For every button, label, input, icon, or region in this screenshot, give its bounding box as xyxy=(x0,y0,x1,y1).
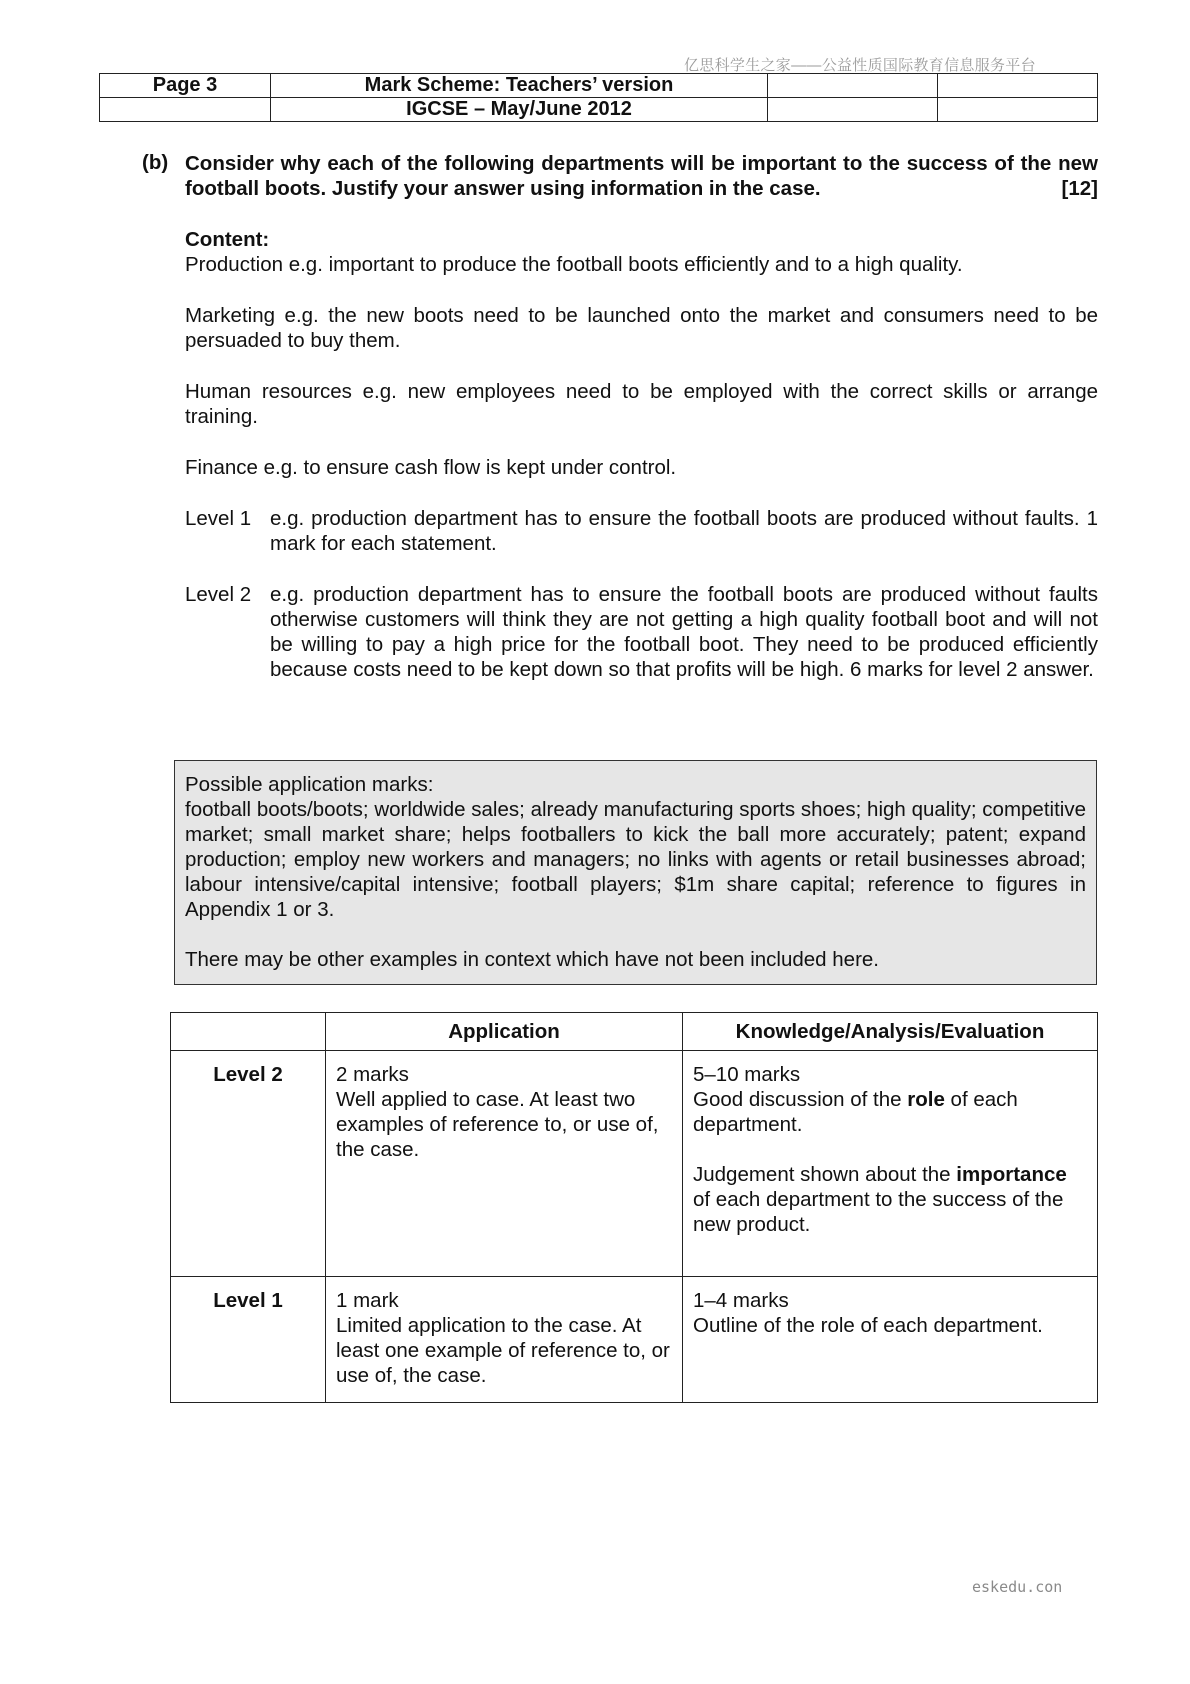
watermark-bottom: eskedu.con xyxy=(972,1578,1063,1596)
question-marks: [12] xyxy=(1061,177,1098,200)
page-number: Page 3 xyxy=(100,74,271,98)
levels-table-header-row xyxy=(171,1013,1098,1051)
level-1-kae-marks: 1–4 marks xyxy=(693,1289,789,1312)
content-marketing: Marketing e.g. the new boots need to be launched onto the market and consumers need to be persuaded to buy them. xyxy=(185,304,1098,352)
question-text xyxy=(185,151,1098,201)
emphasis-role: role xyxy=(907,1088,945,1111)
level-1-text: e.g. production department has to ensure the football boots are produced without faults. 1 mark for each statement. xyxy=(270,507,1098,555)
content-finance: Finance e.g. to ensure cash flow is kept under control. xyxy=(185,456,677,479)
application-box-body: football boots/boots; worldwide sales; already manufacturing sports shoes; high quality; competitive market; small market share; helps footballers to kick the ball more accurately; patent; expand production; employ new workers and managers; no links with agents or retail businesses abroad; labour intensive/capital intensive; football players; $1m share capital; reference to figures in Appendix 1 or 3. xyxy=(185,798,1086,921)
level-1-kae-cell xyxy=(683,1277,1098,1403)
level-2-kae-importance: Judgement shown about the importance of each department to the success of the new product. xyxy=(693,1163,1067,1236)
level-1-guidance xyxy=(185,506,1098,556)
table-row xyxy=(171,1051,1098,1277)
levels-table xyxy=(170,1012,1098,1403)
level-2-application-desc: Well applied to case. At least two examples of reference to, or use of, the case. xyxy=(336,1088,659,1161)
content-human-resources: Human resources e.g. new employees need to be employed with the correct skills or arrange training. xyxy=(185,380,1098,428)
levels-table-header-application: Application xyxy=(326,1013,683,1051)
level-1-kae-desc: Outline of the role of each department. xyxy=(693,1314,1043,1337)
document-subtitle: IGCSE – May/June 2012 xyxy=(271,98,768,122)
level-1-application-cell xyxy=(326,1277,683,1403)
level-2-kae-cell xyxy=(683,1051,1098,1277)
level-2-text: e.g. production department has to ensure the football boots are produced without faults otherwise customers will think they are not getting a high quality football boot and will not be willing to pay a high price for the football boot. They need to be produced efficiently because costs need to be kept down so that profits will be high. 6 marks for level 2 answer. xyxy=(270,583,1098,681)
level-2-cell: Level 2 xyxy=(171,1051,326,1277)
level-2-application-marks: 2 marks xyxy=(336,1063,409,1086)
content-heading: Content: xyxy=(185,228,270,251)
emphasis-importance: importance xyxy=(956,1163,1067,1186)
header-empty-cell xyxy=(938,98,1098,122)
watermark-top: 亿思科学生之家——公益性质国际教育信息服务平台 xyxy=(684,57,1036,74)
page-header-table xyxy=(99,73,1098,122)
levels-table-header-kae: Knowledge/Analysis/Evaluation xyxy=(683,1013,1098,1051)
application-box-heading: Possible application marks: xyxy=(185,773,434,796)
header-empty-cell xyxy=(100,98,271,122)
document-title: Mark Scheme: Teachers’ version xyxy=(271,74,768,98)
level-2-kae-role: Good discussion of the role of each department. xyxy=(693,1088,1018,1136)
levels-table-header-empty xyxy=(171,1013,326,1051)
level-1-application-marks: 1 mark xyxy=(336,1289,399,1312)
table-row xyxy=(171,1277,1098,1403)
level-2-application-cell xyxy=(326,1051,683,1277)
question-body: Consider why each of the following departments will be important to the success of the new football boots. Justify your answer using information in the case. xyxy=(185,152,1098,200)
content-block xyxy=(185,227,1098,277)
application-marks-box xyxy=(174,760,1097,985)
content-production: Production e.g. important to produce the football boots efficiently and to a high quality. xyxy=(185,253,963,276)
level-2-label: Level 2 xyxy=(185,583,252,606)
level-1-cell: Level 1 xyxy=(171,1277,326,1403)
header-empty-cell xyxy=(768,98,938,122)
level-2-kae-marks: 5–10 marks xyxy=(693,1063,801,1086)
application-box-note: There may be other examples in context which have not been included here. xyxy=(185,948,879,971)
level-1-application-desc: Limited application to the case. At least one example of reference to, or use of, the case. xyxy=(336,1314,670,1387)
header-empty-cell xyxy=(768,74,938,98)
question-label: (b) xyxy=(142,151,169,174)
level-1-label: Level 1 xyxy=(185,507,252,530)
header-empty-cell xyxy=(938,74,1098,98)
level-2-guidance xyxy=(185,582,1098,682)
